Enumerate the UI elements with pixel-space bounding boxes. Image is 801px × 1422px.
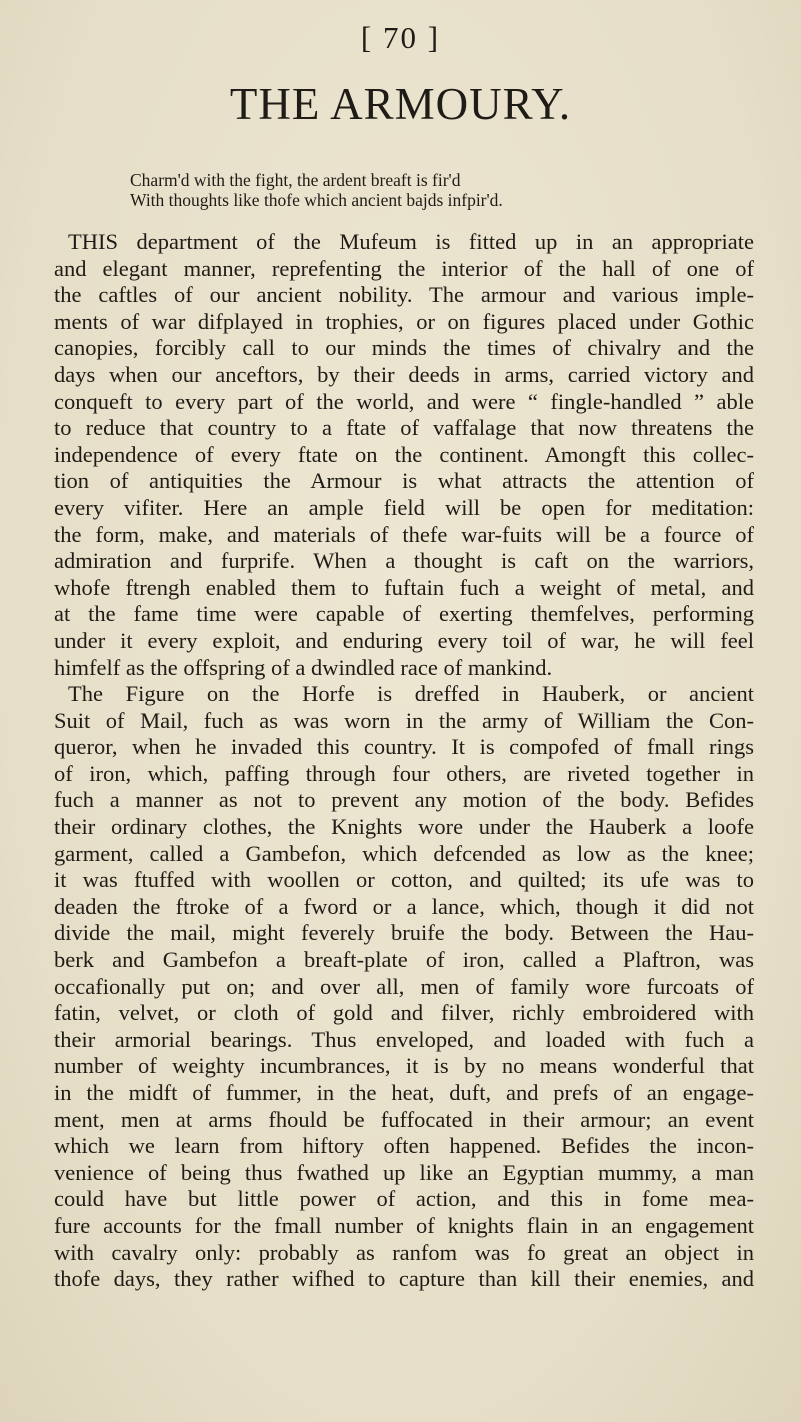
body-line: the caftles of our ancient nobility. The armour and various imple- [54, 282, 754, 308]
body-line: in the midft of fummer, in the heat, duft, and prefs of an engage- [54, 1080, 754, 1105]
body-line: whofe ftrengh enabled them to fuftain fuch a weight of metal, and [54, 574, 754, 600]
body-line: of iron, which, paffing through four others, are riveted together in [54, 760, 754, 786]
body-line: every vifiter. Here an ample field will be open for meditation: [54, 494, 754, 520]
body-line: fure accounts for the fmall number of knights flain in an engagement [54, 1212, 754, 1238]
body-line: their ordinary clothes, the Knights wore under the Hauberk a loofe [54, 814, 754, 840]
body-line: under it every exploit, and enduring every toil of war, he will feel [54, 627, 754, 653]
body-line: fuch a manner as not to prevent any motion of the body. Befides [54, 787, 754, 813]
body-line: canopies, forcibly call to our minds the times of chivalry and the [54, 335, 754, 361]
body-line: which we learn from hiftory often happened. Befides the incon- [54, 1133, 754, 1159]
body-line: fatin, velvet, or cloth of gold and filver, richly embroidered with [54, 1000, 754, 1026]
body-line: berk and Gambefon a breaft-plate of iron, called a Plaftron, was [54, 947, 754, 973]
chapter-title: THE ARMOURY. [229, 79, 572, 129]
body-text [54, 229, 754, 1293]
epigraph-line: Charm'd with the fight, the ardent breaft is fir'd [130, 170, 461, 190]
body-line: THIS department of the Mufeum is fitted up in an appropriate [68, 229, 754, 254]
body-line: it was ftuffed with woollen or cotton, and quilted; its ufe was to [54, 867, 754, 893]
body-line: at the fame time were capable of exerting themfelves, performing [54, 601, 754, 627]
body-line: number of weighty incumbrances, it is by no means wonderful that [54, 1053, 754, 1079]
body-line: independence of every ftate on the continent. Amongft this collec- [54, 441, 754, 467]
body-line: queror, when he invaded this country. It is compofed of fmall rings [54, 734, 754, 760]
body-line: and elegant manner, reprefenting the interior of the hall of one of [54, 255, 754, 281]
body-line: deaden the ftroke of a fword or a lance, which, though it did not [54, 893, 754, 919]
body-line: conqueft to every part of the world, and were “ fingle-handled ” able [54, 388, 754, 414]
body-line: Suit of Mail, fuch as was worn in the army of William the Con- [54, 707, 754, 733]
body-line: the form, make, and materials of thefe war-fuits will be a fource of [54, 521, 754, 547]
body-line: their armorial bearings. Thus enveloped, and loaded with fuch a [54, 1026, 754, 1052]
body-line: The Figure on the Horfe is dreffed in Hauberk, or ancient [68, 681, 754, 707]
body-line: to reduce that country to a ftate of vaffalage that now threatens the [54, 415, 754, 441]
body-line: tion of antiquities the Armour is what attracts the attention of [54, 468, 754, 494]
body-line: could have but little power of action, and this in fome mea- [54, 1186, 754, 1212]
body-line: venience of being thus fwathed up like an Egyptian mummy, a man [54, 1159, 754, 1185]
body-line: divide the mail, might feverely bruife the body. Between the Hau- [54, 920, 754, 946]
epigraph-line: With thoughts like thofe which ancient bajds infpir'd. [130, 190, 503, 210]
body-line: days when our anceftors, by their deeds in arms, carried victory and [54, 361, 754, 387]
page-number: [ 70 ] [360, 20, 441, 55]
body-line: garment, called a Gambefon, which defcended as low as the knee; [54, 840, 754, 866]
body-line: ment, men at arms fhould be fuffocated in their armour; an event [54, 1106, 754, 1132]
body-line: ments of war difplayed in trophies, or on figures placed under Gothic [54, 308, 754, 334]
body-line: with cavalry only: probably as ranfom was fo great an object in [54, 1239, 754, 1265]
body-line: himfelf as the offspring of a dwindled race of mankind. [54, 654, 553, 680]
epigraph [130, 170, 770, 210]
body-line: thofe days, they rather wifhed to capture than kill their enemies, and [54, 1266, 754, 1292]
body-line: occafionally put on; and over all, men of family wore furcoats of [54, 973, 754, 999]
body-line: admiration and furprife. When a thought is caft on the warriors, [54, 548, 754, 574]
